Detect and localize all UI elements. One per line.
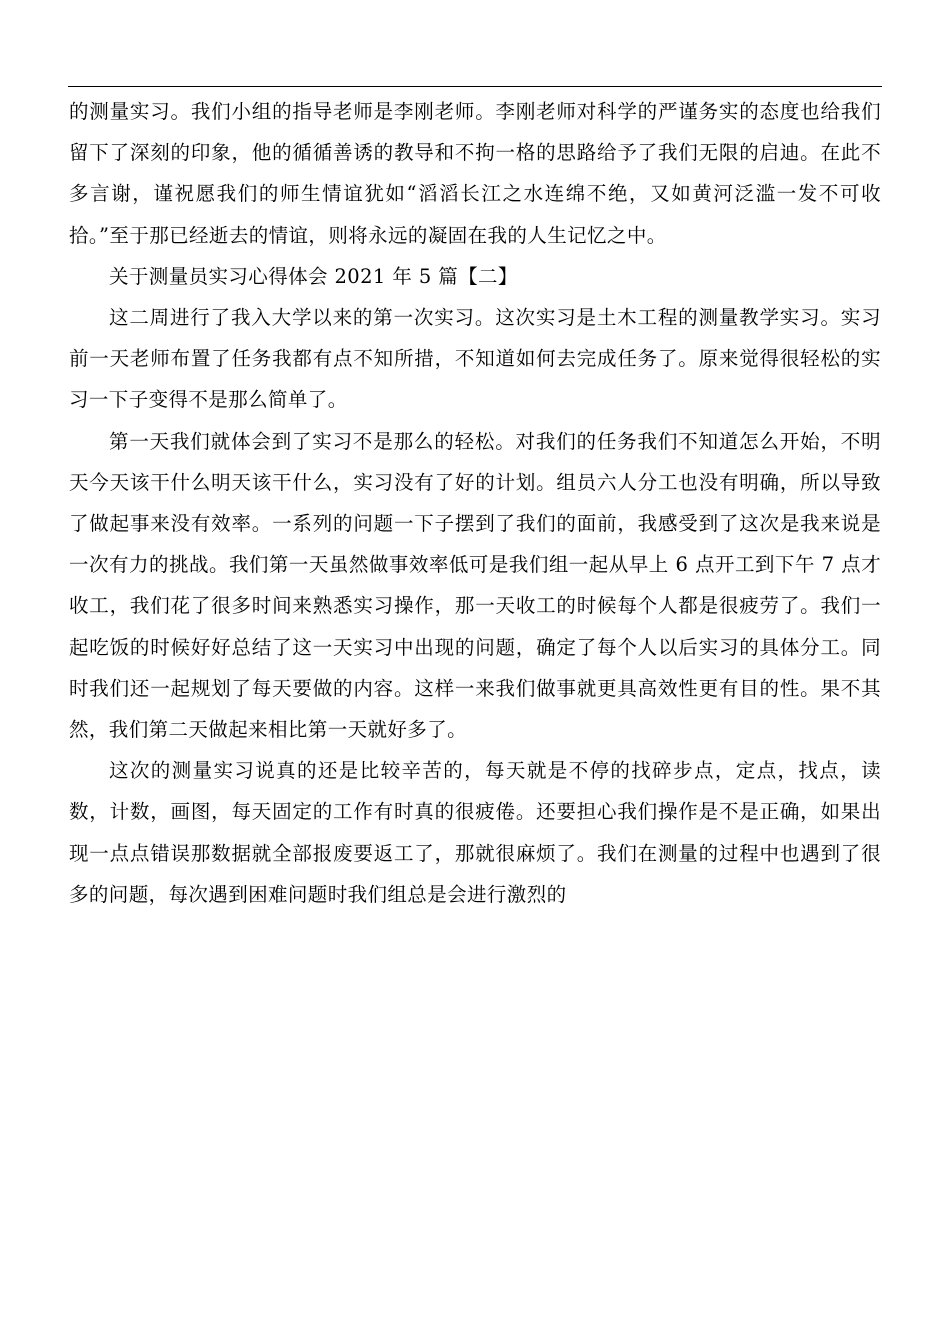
section-heading: 关于测量员实习心得体会 2021 年 5 篇【二】 <box>109 264 518 288</box>
paragraph-first-day: 第一天我们就体会到了实习不是那么的轻松。对我们的任务我们不知道怎么开始，不明天今天该干什么明天该干什么，实习没有了好的计划。组员六人分工也没有明确，所以导致了做起事来没有效率。一系列的问题一下子摆到了我们的面前，我感受到了这次是我来说是一次有力的挑战。我们第一天虽然做事效率低可是我们组一起从早上 6 点开工到下午 7 点才收工，我们花了很多时间来熟悉实习操作，那一天收工的时候每个人都是很疲劳了。我们一起吃饭的时候好好总结了这一天实习中出现的问题，确定了每个人以后实习的具体分工。同时我们还一起规划了每天要做的内容。这样一来我们做事就更具高效性更有目的性。果不其然，我们第二天做起来相比第一天就好多了。 <box>69 429 881 742</box>
paragraph-continued: 的测量实习。我们小组的指导老师是李刚老师。李刚老师对科学的严谨务实的态度也给我们留下了深刻的印象，他的循循善诱的教导和不拘一格的思路给予了我们无限的启迪。在此不多言谢，谨祝愿我们的师生情谊犹如“滔滔长江之水连绵不绝，又如黄河泛滥一发不可收拾。”至于那已经逝去的情谊，则将永远的凝固在我的人生记忆之中。 <box>69 100 881 247</box>
header-rule <box>68 86 882 87</box>
paragraph-hardship: 这次的测量实习说真的还是比较辛苦的，每天就是不停的找碎步点，定点，找点，读数，计数，画图，每天固定的工作有时真的很疲倦。还要担心我们操作是不是正确，如果出现一点点错误那数据就全部报废要返工了，那就很麻烦了。我们在测量的过程中也遇到了很多的问题，每次遇到困难问题时我们组总是会进行激烈的 <box>69 759 881 906</box>
document-body <box>69 91 881 915</box>
paragraph-intro: 这二周进行了我入大学以来的第一次实习。这次实习是土木工程的测量教学实习。实习前一天老师布置了任务我都有点不知所措，不知道如何去完成任务了。原来觉得很轻松的实习一下子变得不是那么简单了。 <box>69 306 881 412</box>
